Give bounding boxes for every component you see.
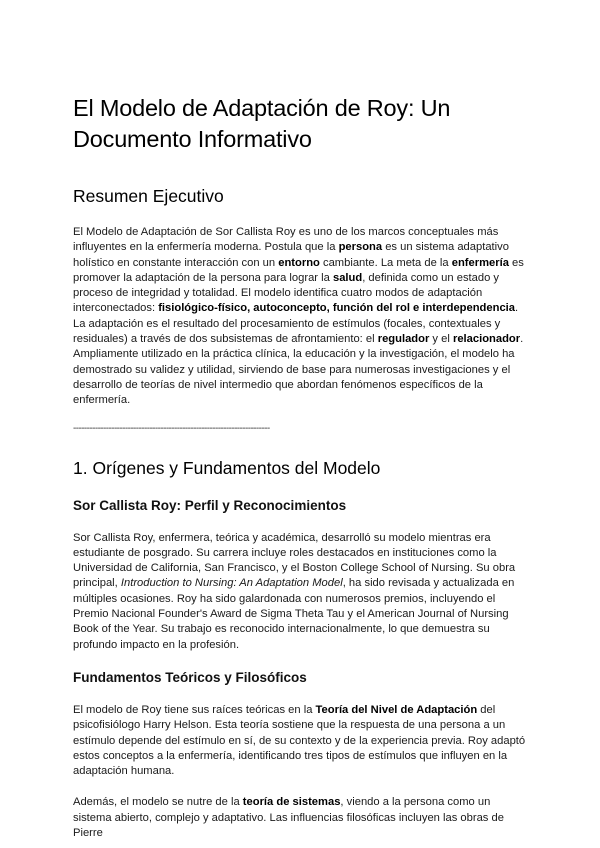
bold-term-entorno: entorno [278, 256, 320, 269]
roy-paragraph [73, 531, 528, 653]
bold-term-salud: salud [332, 271, 363, 284]
section-heading-origenes: 1. Orígenes y Fundamentos del Modelo [73, 457, 381, 478]
text-run: cambiante. La meta de la [319, 256, 452, 269]
text-run: y el [429, 333, 453, 346]
fundamentos-paragraph-2 [73, 795, 528, 841]
bold-term-persona: persona [338, 241, 383, 254]
text-run: Además, el modelo se nutre de la [73, 796, 243, 809]
text-run: El modelo de Roy tiene sus raíces teóricas en la [73, 703, 316, 716]
resumen-paragraph [73, 225, 528, 409]
text-run: del psicofisiólogo Harry Helson. Esta teoría sostiene que la respuesta de una persona a un estímulo depende del estímulo en sí, de su contexto y de la experiencia previa. Roy adaptó estos conceptos a la enfermería, identificando tres tipos de estímulos que influyen en la adaptación humana. [73, 703, 526, 778]
fundamentos-paragraph-1 [73, 703, 528, 779]
subsection-heading-fundamentos: Fundamentos Teóricos y Filosóficos [73, 669, 307, 685]
section-heading-resumen: Resumen Ejecutivo [73, 186, 224, 206]
text-run: . La adaptación es el resultado del procesamiento de estímulos (focales, contextuales y residuales) a través de dos subsistemas de afrontamiento: el [73, 302, 519, 346]
bold-term-relacionador: relacionador [452, 333, 521, 346]
text-run: , definida como un estado y proceso de integridad y totalidad. El modelo identifica cuatro modos de adaptación interconectados: [73, 271, 500, 315]
book-title: Introduction to Nursing: An Adaptation Model [120, 577, 343, 590]
text-run: es un sistema adaptativo holístico en constante interacción con un [73, 241, 509, 269]
text-run: Sor Callista Roy, enfermera, teórica y académica, desarrolló su modelo mientras era estudiante de posgrado. Su carrera incluye roles destacados en instituciones como la Universidad de California, San Francisco, y el Boston College School of Nursing. Su obra principal, [73, 531, 516, 590]
text-run: , ha sido revisada y actualizada en múltiples ocasiones. Roy ha sido galardonada con numerosos premios, incluyendo el Premio Nacional Founder's Award de Sigma Theta Tau y el American Journal of Nursing Book of the Year. Su trabajo es reconocido internacionalmente, lo que demuestra su profundo impacto en la profesión. [73, 577, 515, 651]
subsection-heading-roy: Sor Callista Roy: Perfil y Reconocimientos [73, 497, 347, 513]
document-title: El Modelo de Adaptación de Roy: Un Documento Informativo [73, 95, 451, 152]
text-run: es promover la adaptación de la persona para lograr la [73, 256, 524, 284]
bold-term-regulador: regulador [377, 333, 430, 346]
bold-term-modos: fisiológico-físico, autoconcepto, función del rol e interdependencia [158, 302, 515, 315]
text-run: El Modelo de Adaptación de Sor Callista Roy es uno de los marcos conceptuales más influyentes en la enfermería moderna. Postula que la [73, 226, 499, 254]
text-run: , viendo a la persona como un sistema abierto, complejo y adaptativo. Las influencias filosóficas incluyen las obras de Pierre [73, 796, 504, 840]
bold-term-teoria-sistemas: teoría de sistemas [242, 796, 341, 809]
text-run: . Ampliamente utilizado en la práctica clínica, la educación y la investigación, el modelo ha demostrado su validez y utilidad, sirviendo de base para numerosas investigaciones y el desarrollo de teorías de nivel intermedio que abordan fenómenos específicos de la enfermería. [73, 333, 524, 407]
bold-term-enfermeria: enfermería [451, 256, 509, 269]
bold-term-nivel-adaptacion: Teoría del Nivel de Adaptación [315, 703, 478, 716]
dashed-separator: ------------------------------------------------------------------------ [73, 422, 270, 434]
